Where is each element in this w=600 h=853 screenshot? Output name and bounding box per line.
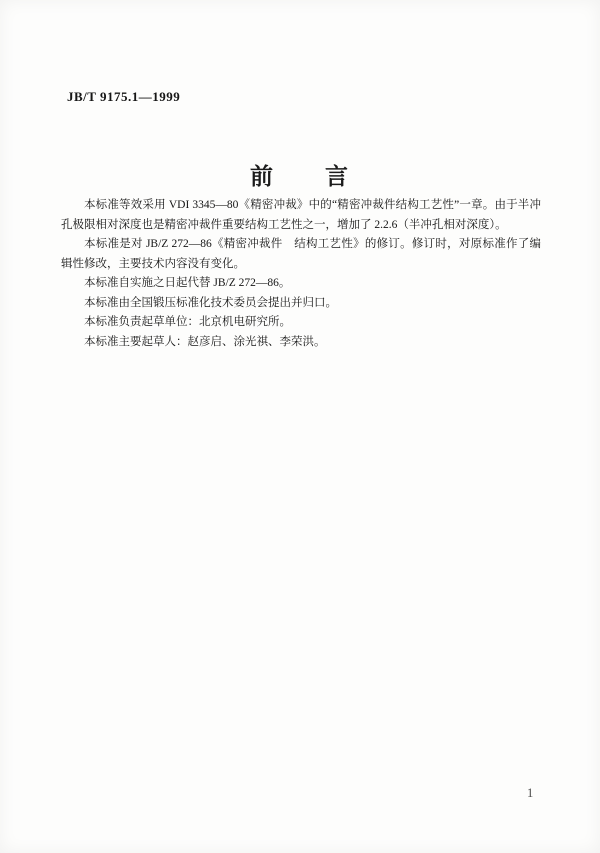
foreword-paragraph-drafting-unit: 本标准负责起草单位：北京机电研究所。 — [84, 316, 291, 328]
foreword-paragraph-committee: 本标准由全国锻压标准化技术委员会提出并归口。 — [84, 296, 337, 309]
foreword-paragraph-drafters: 本标准主要起草人：赵彦启、涂光祺、李荣洪。 — [84, 335, 326, 348]
page-title: 前 言 — [250, 164, 350, 189]
foreword-paragraph-revision: 本标准是对 JB/Z 272—86《精密冲裁件 结构工艺性》的修订。修订时，对原标准作了编辑性修改，主要技术内容没有变化。 — [61, 238, 541, 270]
page-number: 1 — [527, 786, 534, 800]
standard-number-header: JB/T 9175.1—1999 — [67, 89, 181, 104]
foreword-body — [61, 196, 541, 352]
foreword-paragraph-replacement: 本标准自实施之日起代替 JB/Z 272—86。 — [84, 277, 291, 289]
foreword-paragraph-adoption: 本标准等效采用 VDI 3345—80《精密冲裁》中的“精密冲裁件结构工艺性”一章。由于半冲孔极限相对深度也是精密冲裁件重要结构工艺性之一，增加了 2.2.6（半冲孔相对深度）。 — [61, 199, 541, 231]
